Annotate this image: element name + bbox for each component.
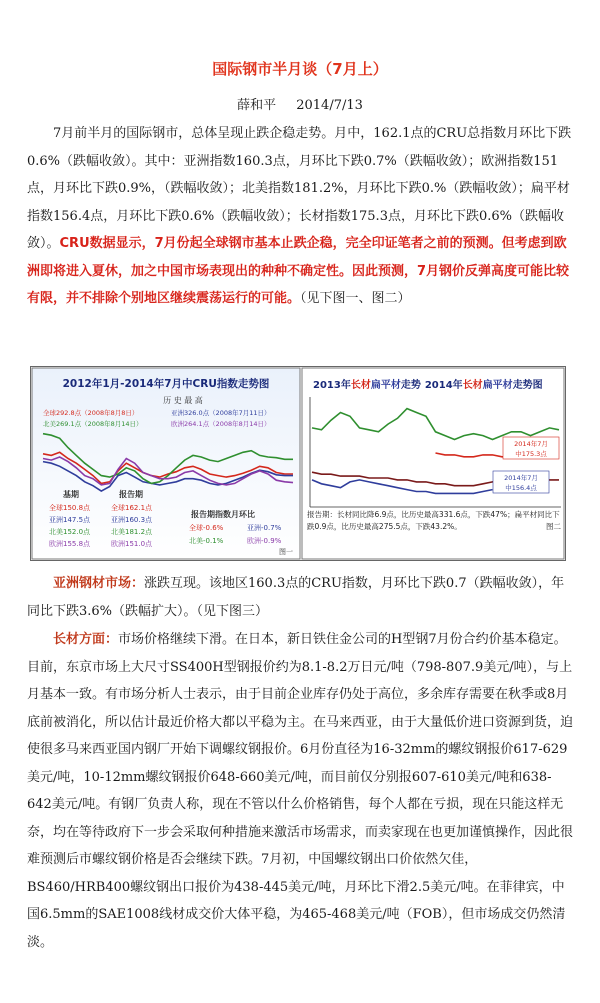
base-asia: 亚洲147.5点 xyxy=(49,516,91,524)
publish-date: 2014/7/13 xyxy=(296,98,363,113)
report-namerica: 北美181.2点 xyxy=(111,528,153,536)
intro-tail: （见下图一、图二） xyxy=(300,291,411,306)
asia-heading: 亚洲钢材市场： xyxy=(53,576,145,591)
change-europe: 欧洲-0.9% xyxy=(247,537,282,545)
long-callout-line1: 2014年7月 xyxy=(514,440,548,448)
base-header: 基期 xyxy=(63,490,79,499)
high-global: 全球292.8点（2008年8月8日） xyxy=(43,409,139,417)
change-asia: 亚洲-0.7% xyxy=(247,524,282,532)
figure-combined xyxy=(30,366,566,561)
change-global: 全球-0.6% xyxy=(189,524,224,532)
left-chart-title: 2012年1月-2014年7月中CRU指数走势图 xyxy=(62,378,270,390)
fig1-label: 图一 xyxy=(279,548,293,556)
base-europe: 欧洲155.8点 xyxy=(49,540,91,548)
report-global: 全球162.1点 xyxy=(111,504,153,512)
longmat-paragraph xyxy=(27,626,575,956)
intro-emphasis: CRU数据显示，7月份起全球钢市基本止跌企稳，完全印证笔者之前的预测。但考虑到欧洲即将进入夏休，加之中国市场表现出的种种不确定性。因此预测，7月钢价反弹高度可能比较有限，并不排除个别地区继续震荡运行的可能。 xyxy=(27,236,570,306)
longmat-heading: 长材方面： xyxy=(53,632,119,647)
right-chart-title: 2013年长材扁平材走势 2014年长材扁平材走势图 xyxy=(313,380,543,391)
report-header: 报告期 xyxy=(119,490,143,499)
report-asia: 亚洲160.3点 xyxy=(111,516,153,524)
base-namerica: 北美152.0点 xyxy=(49,528,91,536)
author: 薛和平 xyxy=(237,98,277,113)
high-europe: 欧洲264.1点（2008年8月14日） xyxy=(171,420,271,428)
right-note: 报告期：长材同比降6.9点，比历史最高331.6点，下跌47%；扁平材同比下跌0.9点，比历史最高275.5点，下跌43.2%。 图二 xyxy=(307,510,561,531)
base-global: 全球150.8点 xyxy=(49,504,91,512)
high-asia: 亚洲326.0点（2008年7月11日） xyxy=(171,409,271,417)
asia-body: 涨跌互现。该地区160.3点的CRU指数，月环比下跌0.7（跌幅收敛），年同比下跌3.6%（跌幅扩大）。（见下图三） xyxy=(27,576,565,619)
change-namerica: 北美-0.1% xyxy=(189,537,224,545)
longmat-body: 市场价格继续下滑。在日本，新日铁住金公司的H型钢7月份合约价基本稳定。目前，东京市场上大尺寸SS400H型钢报价约为8.1-8.2万日元/吨（798-807.9美元/吨），与上月基本一致。有市场分析人士表示，由于目前企业库存仍处于高位，多余库存需要在秋季或8月底前被消化，所以估计最近价格大都以平稳为主。在马来西亚，由于大量低价进口资源到货，迫使很多马来西亚国内钢厂开始下调螺纹钢报价。6月份直径为16-32mm的螺纹钢报价617-629美元/吨，10-12mm螺纹钢报价648-660美元/吨，而目前仅分别报607-610美元/吨和638-642美元/吨。有钢厂负责人称，现在不管以什么价格销售，每个人都在亏损，现在只能这样无奈，均在等待政府下一步会采取何种措施来激活市场需求，而卖家现在也更加谨慎操作，因此很难预测后市螺纹钢价格是否会继续下跌。7月初，中国螺纹钢出口价依然欠佳，BS460/HRB400螺纹钢出口报价为438-445美元/吨，月环比下滑2.5美元/吨。在菲律宾，中国6.5mm的SAE1008线材成交价大体平稳，为465-468美元/吨（FOB），但市场成交仍然清淡。 xyxy=(27,632,574,950)
flat-callout-line1: 2014年7月 xyxy=(504,474,538,482)
high-namerica: 北美269.1点（2008年8月14日） xyxy=(43,420,143,428)
long-callout-line2: 中175.3点 xyxy=(515,450,547,458)
article-title: 国际钢市半月谈（7月上） xyxy=(212,60,388,78)
history-high-header: 历 史 最 高 xyxy=(163,396,203,405)
flat-callout-line2: 中156.4点 xyxy=(505,484,537,492)
report-europe: 欧洲151.0点 xyxy=(111,540,153,548)
asia-paragraph xyxy=(27,570,575,625)
intro-paragraph xyxy=(27,120,575,313)
byline xyxy=(0,94,600,113)
change-header: 报告期指数月环比 xyxy=(191,510,255,519)
intro-text: 7月前半月的国际钢市，总体呈现止跌企稳走势。月中，162.1点的CRU总指数月环比下跌0.6%（跌幅收敛）。其中：亚洲指数160.3点，月环比下跌0.7%（跌幅收敛）；欧洲指数151点，月环比下跌0.9%，（跌幅收敛）；北美指数181.2%，月环比下跌0.%（跌幅收敛）；扁平材指数156.4点，月环比下跌0.6%（跌幅收敛）；长材指数175.3点，月环比下跌0.6%（跌幅收敛）。 xyxy=(27,126,572,251)
